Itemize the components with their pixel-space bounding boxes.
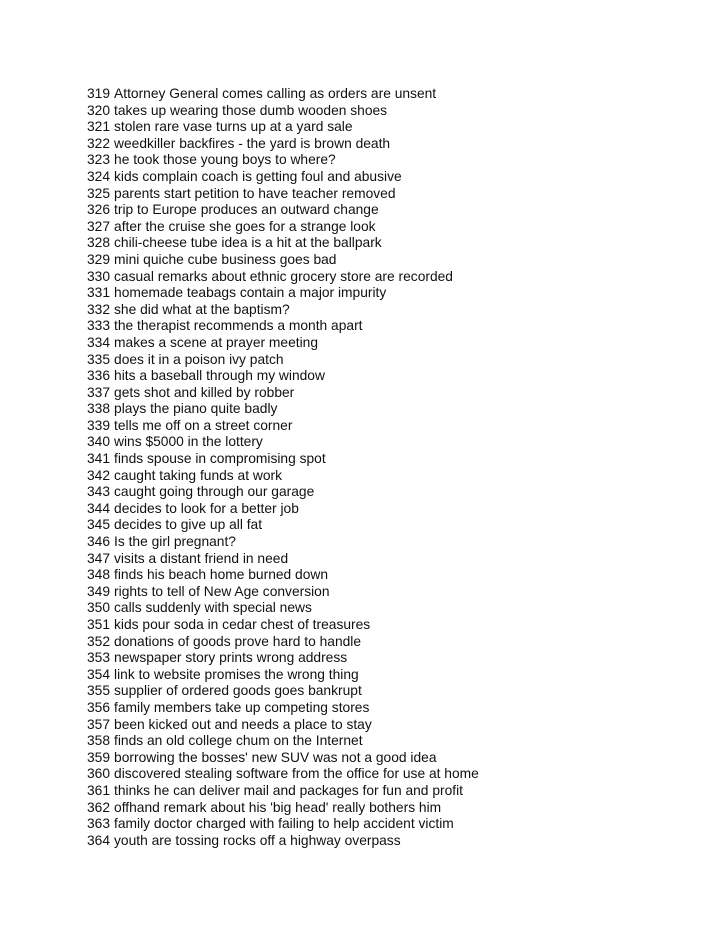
line-number: 364 [87, 832, 111, 848]
line-text: the therapist recommends a month apart [114, 318, 363, 334]
line-text: donations of goods prove hard to handle [114, 633, 362, 649]
line-number: 333 [87, 318, 111, 334]
list-item [87, 219, 479, 236]
line-number: 354 [87, 666, 111, 682]
line-text: visits a distant friend in need [114, 550, 289, 566]
list-item [87, 202, 479, 219]
line-text: caught going through our garage [114, 484, 315, 500]
list-item [87, 567, 479, 584]
line-text: casual remarks about ethnic grocery store are recorded [114, 268, 453, 284]
line-text: does it in a poison ivy patch [114, 351, 284, 367]
line-text: takes up wearing those dumb wooden shoes [114, 102, 388, 118]
line-number: 347 [87, 550, 111, 566]
line-number: 361 [87, 782, 111, 798]
line-number: 340 [87, 434, 111, 450]
list-item [87, 418, 479, 435]
line-number: 342 [87, 467, 111, 483]
line-number: 359 [87, 749, 111, 765]
line-text: Is the girl pregnant? [114, 534, 236, 550]
line-text: youth are tossing rocks off a highway overpass [114, 832, 401, 848]
line-text: Attorney General comes calling as orders are unsent [114, 86, 437, 101]
line-number: 330 [87, 268, 111, 284]
line-number: 353 [87, 650, 111, 666]
line-number: 358 [87, 733, 111, 749]
line-number: 362 [87, 799, 111, 815]
line-number: 327 [87, 218, 111, 234]
list-item [87, 468, 479, 485]
line-number: 319 [87, 86, 111, 101]
line-number: 328 [87, 235, 111, 251]
list-item [87, 169, 479, 186]
list-item [87, 717, 479, 734]
line-number: 337 [87, 384, 111, 400]
line-number: 332 [87, 301, 111, 317]
list-item [87, 517, 479, 534]
list-item [87, 136, 479, 153]
list-item [87, 600, 479, 617]
line-text: kids pour soda in cedar chest of treasures [114, 617, 371, 632]
line-number: 350 [87, 600, 111, 616]
line-number: 320 [87, 102, 111, 118]
line-text: supplier of ordered goods goes bankrupt [114, 683, 362, 699]
list-item [87, 833, 479, 850]
line-number: 341 [87, 451, 111, 467]
line-text: finds his beach home burned down [114, 567, 329, 583]
list-item [87, 434, 479, 451]
line-text: family members take up competing stores [114, 699, 370, 715]
list-item [87, 484, 479, 501]
line-number: 351 [87, 617, 111, 632]
line-number: 352 [87, 633, 111, 649]
list-item [87, 816, 479, 833]
list-item [87, 269, 479, 286]
list-item [87, 750, 479, 767]
list-item [87, 235, 479, 252]
list-item [87, 368, 479, 385]
list-item [87, 783, 479, 800]
line-text: parents start petition to have teacher removed [114, 185, 396, 201]
list-item [87, 186, 479, 203]
list-item [87, 119, 479, 136]
line-number: 334 [87, 334, 111, 350]
list-item [87, 650, 479, 667]
list-item [87, 152, 479, 169]
line-number: 356 [87, 699, 111, 715]
line-number: 346 [87, 534, 111, 550]
line-text: decides to look for a better job [114, 500, 299, 516]
list-item [87, 634, 479, 651]
list-item [87, 285, 479, 302]
list-item [87, 252, 479, 269]
line-number: 326 [87, 202, 111, 218]
line-number: 338 [87, 401, 111, 417]
list-item [87, 617, 479, 634]
line-text: discovered stealing software from the office for use at home [114, 766, 479, 782]
list-item [87, 683, 479, 700]
line-text: family doctor charged with failing to help accident victim [114, 816, 454, 832]
line-number: 331 [87, 285, 111, 301]
list-item [87, 352, 479, 369]
line-text: caught taking funds at work [114, 467, 282, 483]
list-item [87, 733, 479, 750]
line-text: after the cruise she goes for a strange look [114, 218, 376, 234]
line-number: 357 [87, 716, 111, 732]
list-item [87, 401, 479, 418]
list-item [87, 318, 479, 335]
list-item [87, 103, 479, 120]
line-text: stolen rare vase turns up at a yard sale [114, 119, 353, 135]
line-text: link to website promises the wrong thing [114, 666, 359, 682]
line-text: gets shot and killed by robber [114, 384, 295, 400]
line-text: he took those young boys to where? [114, 152, 336, 168]
list-item [87, 667, 479, 684]
line-text: calls suddenly with special news [114, 600, 312, 616]
line-number: 360 [87, 766, 111, 782]
list-item [87, 766, 479, 783]
line-text: weedkiller backfires - the yard is brown death [114, 135, 391, 151]
line-number: 345 [87, 517, 111, 533]
line-text: thinks he can deliver mail and packages for fun and profit [114, 782, 463, 798]
list-item [87, 335, 479, 352]
list-item [87, 584, 479, 601]
line-number: 349 [87, 583, 111, 599]
numbered-list [87, 86, 479, 849]
line-number: 339 [87, 417, 111, 433]
line-number: 323 [87, 152, 111, 168]
line-number: 336 [87, 368, 111, 384]
line-text: she did what at the baptism? [114, 301, 290, 317]
list-item [87, 501, 479, 518]
line-number: 329 [87, 251, 111, 267]
line-text: offhand remark about his 'big head' really bothers him [114, 799, 442, 815]
line-number: 322 [87, 135, 111, 151]
line-number: 348 [87, 567, 111, 583]
list-item [87, 551, 479, 568]
line-text: tells me off on a street corner [114, 417, 293, 433]
line-text: chili-cheese tube idea is a hit at the ballpark [114, 235, 382, 251]
line-number: 355 [87, 683, 111, 699]
line-text: hits a baseball through my window [114, 368, 325, 384]
list-item [87, 700, 479, 717]
line-text: wins $5000 in the lottery [114, 434, 263, 450]
line-text: rights to tell of New Age conversion [114, 583, 330, 599]
line-number: 324 [87, 168, 111, 184]
line-text: trip to Europe produces an outward change [114, 202, 379, 218]
line-text: newspaper story prints wrong address [114, 650, 348, 666]
list-item [87, 800, 479, 817]
line-text: finds spouse in compromising spot [114, 451, 326, 467]
line-text: homemade teabags contain a major impurity [114, 285, 387, 301]
list-item [87, 451, 479, 468]
line-text: borrowing the bosses' new SUV was not a good idea [114, 749, 437, 765]
line-text: decides to give up all fat [114, 517, 263, 533]
line-text: been kicked out and needs a place to stay [114, 716, 372, 732]
line-number: 325 [87, 185, 111, 201]
line-text: finds an old college chum on the Internet [114, 733, 363, 749]
line-number: 343 [87, 484, 111, 500]
list-item [87, 385, 479, 402]
line-text: mini quiche cube business goes bad [114, 251, 337, 267]
line-number: 344 [87, 500, 111, 516]
list-item [87, 302, 479, 319]
line-number: 363 [87, 816, 111, 832]
list-item [87, 534, 479, 551]
line-text: kids complain coach is getting foul and abusive [114, 168, 402, 184]
line-number: 321 [87, 119, 111, 135]
line-text: plays the piano quite badly [114, 401, 278, 417]
line-number: 335 [87, 351, 111, 367]
line-text: makes a scene at prayer meeting [114, 334, 319, 350]
list-item [87, 86, 479, 103]
